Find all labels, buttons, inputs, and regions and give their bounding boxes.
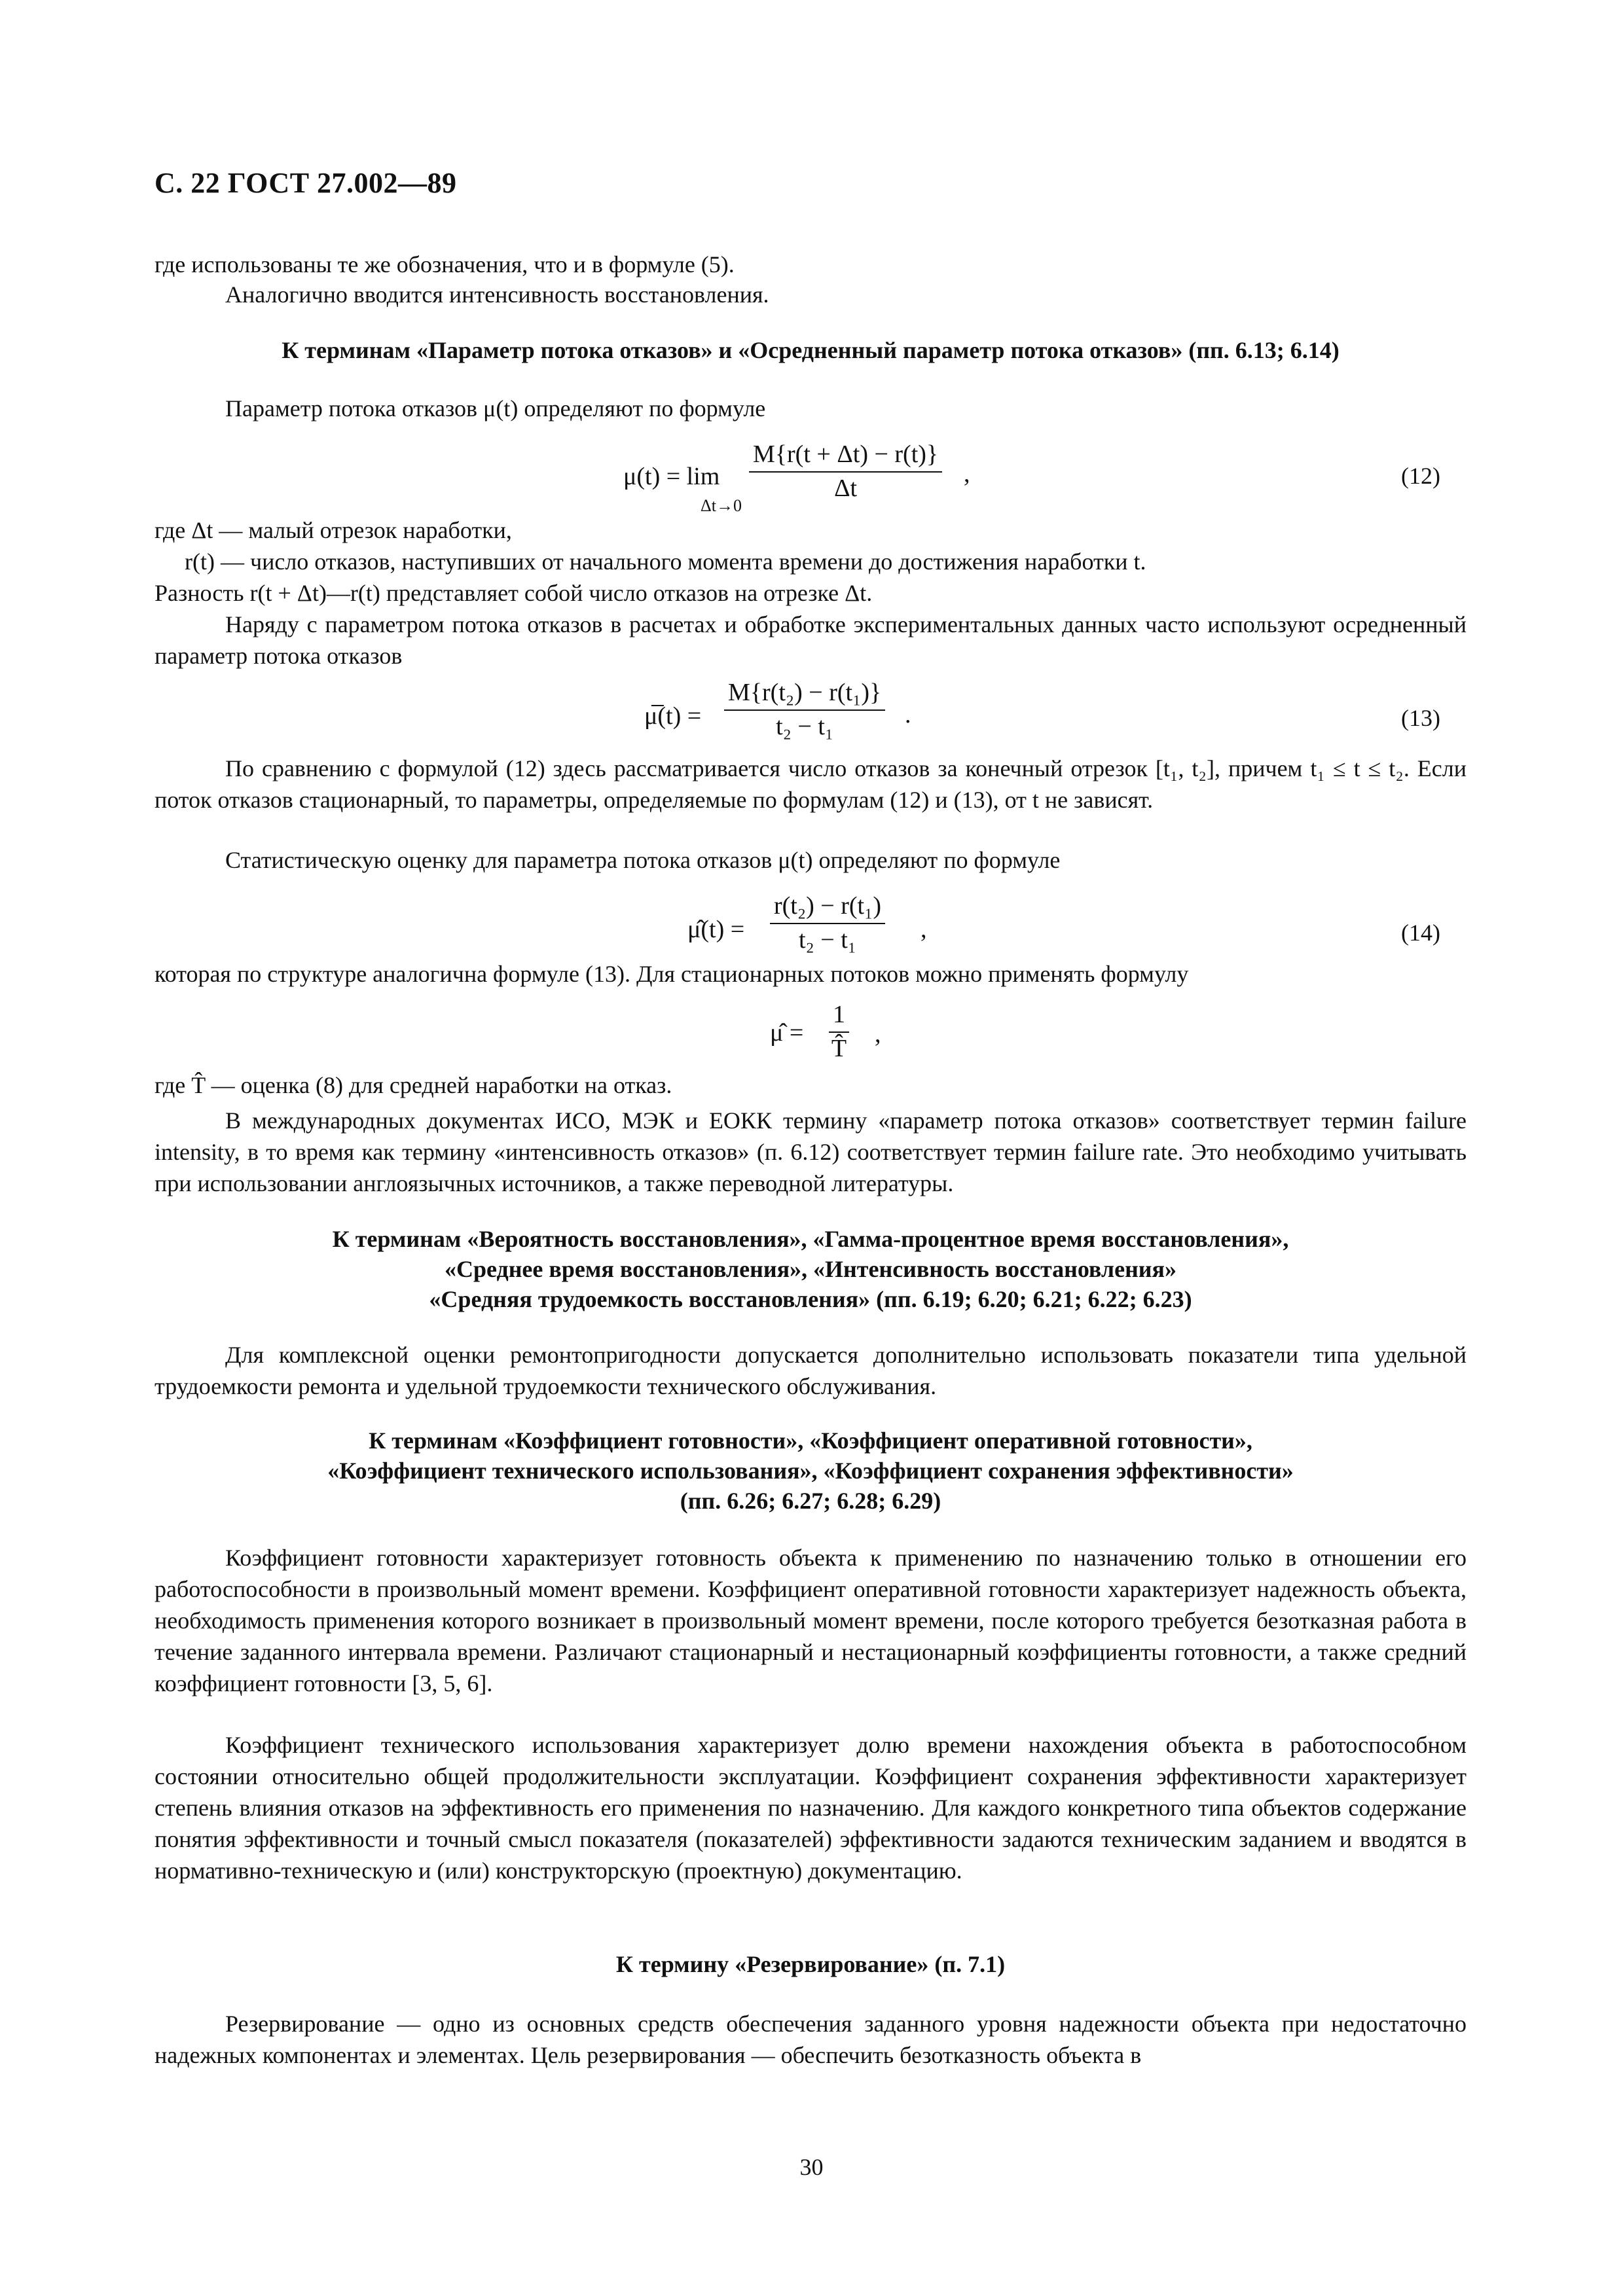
heading-line: К терминам «Коэффициент готовности», «Коэффициент оперативной готовности»,	[369, 1427, 1252, 1454]
equation-lhs: μ̅(t) =	[644, 702, 702, 730]
denominator: Δt	[834, 475, 858, 502]
heading-line: «Среднее время восстановления», «Интенсивность восстановления»	[444, 1256, 1177, 1282]
paragraph: r(t) — число отказов, наступивших от начального момента времени до достижения наработки t.	[185, 548, 1146, 575]
equation-13	[155, 678, 1467, 757]
punctuation: ,	[875, 1020, 881, 1048]
heading-line: «Коэффициент технического использования», «Коэффициент сохранения эффективности»	[327, 1458, 1294, 1484]
paragraph: которая по структуре аналогична формуле (13). Для стационарных потоков можно применять формулу	[155, 961, 1189, 987]
paragraph: По сравнению с формулой (12) здесь рассматривается число отказов за конечный отрезок [t₁, t₂], причем t₁ ≤ t ≤ t₂. Если поток отказов стационарный, то параметры, определяемые по формулам (12) и (13), от t не зависят.	[155, 755, 1467, 813]
equation-lhs: μ̂ =	[770, 1019, 804, 1047]
paragraph: Аналогично вводится интенсивность восстановления.	[225, 281, 769, 308]
paragraph: Разность r(t + Δt)—r(t) представляет собой число отказов на отрезке Δt.	[155, 580, 873, 606]
equation-lhs: μ̂(t) =	[687, 916, 745, 943]
denominator: T̂	[831, 1035, 847, 1062]
paragraph: где Δt — малый отрезок наработки,	[155, 517, 512, 543]
page-header: С. 22 ГОСТ 27.002—89	[155, 167, 457, 199]
equation-number: (14)	[1401, 920, 1440, 946]
paragraph: Статистическую оценку для параметра потока отказов μ(t) определяют по формуле	[225, 847, 1061, 873]
section-heading	[155, 1426, 1467, 1516]
denominator: t₂ − t₁	[798, 926, 856, 954]
paragraph: где использованы те же обозначения, что и в формуле (5).	[155, 251, 735, 278]
section-heading: К термину «Резервирование» (п. 7.1)	[615, 1951, 1006, 1977]
section-heading: К терминам «Параметр потока отказов» и «Осредненный параметр потока отказов» (пп. 6.13; 6.14)	[282, 337, 1340, 363]
numerator: M{r(t₂) − r(t₁)}	[724, 678, 885, 711]
paragraph: В международных документах ИСО, МЭК и ЕОКК термину «параметр потока отказов» соответствует термин failure intensity, в то время как термину «интенсивность отказов» (п. 6.12) соответствует термин failure rate. Это необходимо учитывать при использовании англоязычных источников, а также переводной литературы.	[155, 1107, 1467, 1196]
fraction	[770, 891, 885, 954]
equation-stationary	[155, 1000, 1467, 1079]
fraction	[749, 440, 942, 503]
heading-line: «Средняя трудоемкость восстановления» (пп. 6.19; 6.20; 6.21; 6.22; 6.23)	[429, 1286, 1192, 1312]
paragraph: Параметр потока отказов μ(t) определяют по формуле	[225, 395, 766, 422]
equation-lhs: μ(t) = lim	[623, 463, 720, 490]
equation-number: (13)	[1401, 705, 1440, 731]
punctuation: ,	[921, 916, 927, 943]
paragraph: Коэффициент технического использования характеризует долю времени нахождения объекта в работоспособном состоянии относительно общей продолжительности эксплуатации. Коэффициент сохранения эффективности характеризует степень влияния отказов на эффективность его применения по назначению. Для каждого конкретного типа объектов содержание понятия эффективности и точный смысл показателя (показателей) эффективности задаются техническим заданием и вводятся в нормативно-техническую и (или) конструкторскую (проектную) документацию.	[155, 1732, 1467, 1884]
punctuation: .	[905, 701, 911, 728]
fraction	[724, 678, 885, 741]
heading-line: К терминам «Вероятность восстановления», «Гамма-процентное время восстановления»,	[332, 1226, 1289, 1252]
paragraph: Для комплексной оценки ремонтопригодности допускается дополнительно использовать показатели типа удельной трудоемкости ремонта и удельной трудоемкости технического обслуживания.	[155, 1342, 1467, 1399]
punctuation: ,	[964, 460, 970, 488]
section-heading	[155, 1224, 1467, 1314]
equation-12	[155, 440, 1467, 518]
fraction	[829, 1000, 849, 1063]
denominator: t₂ − t₁	[776, 713, 834, 740]
numerator: 1	[829, 1000, 849, 1033]
numerator: r(t₂) − r(t₁)	[770, 891, 885, 924]
numerator: M{r(t + Δt) − r(t)}	[749, 440, 942, 473]
equation-number: (12)	[1401, 463, 1440, 489]
paragraph: Коэффициент готовности характеризует готовность объекта к применению по назначению только в отношении его работоспособности в произвольный момент времени. Коэффициент оперативной готовности характеризует надежность объекта, необходимость применения которого возникает в произвольный момент времени, после которого требуется безотказная работа в течение заданного интервала времени. Различают стационарный и нестационарный коэффициенты готовности, а также средний коэффициент готовности [3, 5, 6].	[155, 1545, 1467, 1696]
paragraph: где T̂ — оценка (8) для средней наработки на отказ.	[155, 1072, 672, 1098]
heading-line: (пп. 6.26; 6.27; 6.28; 6.29)	[680, 1488, 941, 1514]
paragraph: Наряду с параметром потока отказов в расчетах и обработке экспериментальных данных часто используют осредненный параметр потока отказов	[155, 611, 1467, 669]
page-number: 30	[799, 2154, 824, 2180]
paragraph: Резервирование — одно из основных средств обеспечения заданного уровня надежности объекта при недостаточно надежных компонентах и элементах. Цель резервирования — обеспечить безотказность объекта в	[155, 2011, 1467, 2068]
limit-subscript: Δt→0	[701, 496, 742, 515]
